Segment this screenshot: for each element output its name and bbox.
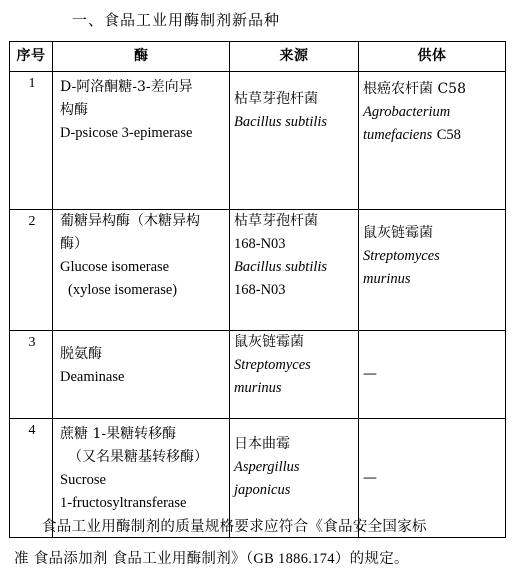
standard-code: GB 1886.174: [253, 551, 335, 567]
table-row: [10, 210, 506, 331]
donor-cell: [359, 331, 506, 419]
source-latin: Streptomyces: [234, 357, 311, 373]
table-row: [10, 331, 506, 419]
enzyme-name-en: Sucrose: [60, 472, 106, 488]
section-heading: 一、食品工业用酶制剂新品种: [72, 11, 281, 29]
enzyme-name-en: Glucose isomerase: [60, 259, 170, 275]
enzyme-name-en: 1-fructosyltransferase: [60, 495, 187, 511]
enzyme-cell: [53, 72, 230, 210]
source-latin: japonicus: [234, 482, 291, 498]
source-cell: [230, 72, 359, 210]
enzyme-cell: [53, 331, 230, 419]
donor-latin: Streptomyces: [363, 248, 440, 264]
compliance-note: [14, 511, 506, 575]
donor-cell: [359, 72, 506, 210]
donor-latin: murinus: [363, 271, 411, 287]
enzyme-name-cn: 葡糖异构酶（木糖异构: [60, 213, 200, 229]
donor-strain: C58: [436, 127, 461, 143]
enzyme-name-cn: 脱氨酶: [60, 346, 102, 362]
note-line: 食品工业用酶制剂的质量规格要求应符合《食品安全国家标: [42, 519, 427, 535]
table-header-row: [10, 42, 506, 72]
enzyme-name-cn: 蔗糖 1-果糖转移酶: [60, 426, 177, 442]
enzyme-name-cn: D-阿洛酮糖-3-差向异: [60, 79, 193, 95]
source-cell: [230, 331, 359, 419]
donor-latin: tumefaciens: [363, 127, 433, 143]
source-latin: Bacillus subtilis: [234, 259, 328, 275]
enzyme-name-en: D-psicose 3-epimerase: [60, 125, 193, 141]
enzyme-name-cn: 构酶: [60, 102, 88, 118]
donor-name-cn: 鼠灰链霉菌: [363, 225, 433, 241]
header-donor: 供体: [359, 42, 506, 72]
row-number: 4: [10, 419, 53, 538]
enzyme-table: [9, 41, 506, 538]
source-name-cn: 鼠灰链霉菌: [234, 334, 304, 350]
note-text: ）的规定。: [334, 551, 409, 567]
source-strain: 168-N03: [234, 236, 286, 252]
source-latin: murinus: [234, 380, 282, 396]
donor-name-cn: 根癌农杆菌 C58: [363, 81, 466, 97]
header-enzyme: 酶: [53, 42, 230, 72]
source-name-cn: 枯草芽孢杆菌: [234, 91, 318, 107]
header-serial-no: 序号: [10, 42, 53, 72]
source-name-cn: 枯草芽孢杆菌: [234, 213, 318, 229]
enzyme-name-cn: 酶）: [60, 236, 88, 252]
note-line: [14, 543, 506, 575]
note-text: 准 食品添加剂 食品工业用酶制剂》（: [14, 551, 254, 567]
enzyme-name-cn: （又名果糖基转移酶）: [68, 449, 208, 465]
enzyme-name-en: Deaminase: [60, 369, 125, 385]
empty-dash: —: [363, 469, 377, 486]
table-row: [10, 72, 506, 210]
donor-latin: Agrobacterium: [363, 104, 451, 120]
source-latin: Bacillus subtilis: [234, 114, 328, 130]
row-number: 2: [10, 210, 53, 331]
row-number: 1: [10, 72, 53, 210]
source-name-cn: 日本曲霉: [234, 436, 290, 452]
row-number: 3: [10, 331, 53, 419]
enzyme-cell: [53, 210, 230, 331]
source-cell: [230, 210, 359, 331]
source-strain: 168-N03: [234, 282, 286, 298]
enzyme-name-en: (xylose isomerase): [68, 282, 178, 298]
donor-cell: [359, 210, 506, 331]
empty-dash: —: [363, 366, 377, 382]
source-latin: Aspergillus: [234, 459, 300, 475]
header-source: 来源: [230, 42, 359, 72]
